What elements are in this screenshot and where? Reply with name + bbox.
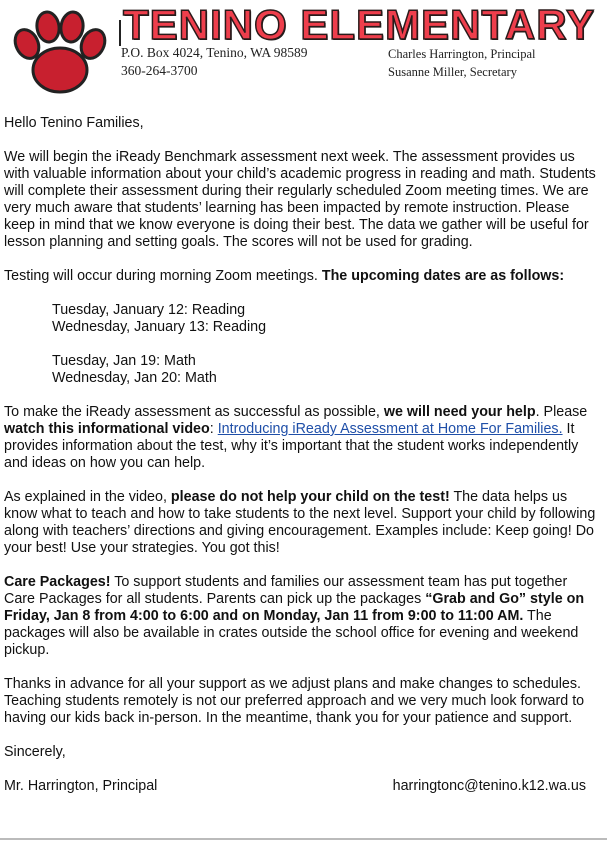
school-address: P.O. Box 4024, Tenino, WA 98589 — [121, 45, 308, 60]
signer-name: Mr. Harrington, Principal — [4, 778, 158, 794]
school-phone: 360-264-3700 — [121, 63, 198, 78]
paragraph-care-packages: Care Packages! To support students and families our assessment team has put together Care Packages for all students. Parents can pick up the packages “Grab and Go” style on Friday, Jan 8 from 4:00 to 6:00 and on Monday, Jan 11 from 9:00 to 11:00 AM. The packages will also be available in crates outside the school office for evening and weekend pickup. — [4, 574, 585, 658]
secretary-name: Susanne Miller, Secretary — [388, 65, 517, 79]
letter-body — [4, 115, 596, 795]
paragraph-video: To make the iReady assessment as successful as possible, we will need your help. Please watch this informational video: Introducing iReady Assessment at Home For Families. It provides information about the test, why it’s important that the student works independently and ideas on how you can help. — [4, 404, 588, 471]
contact-email: harringtonc@tenino.k12.wa.us — [392, 778, 586, 794]
date-item: Wednesday, January 13: Reading — [52, 319, 267, 335]
date-item: Tuesday, January 12: Reading — [52, 302, 246, 318]
greeting: Hello Tenino Families, — [4, 115, 144, 131]
paragraph-thanks: Thanks in advance for all your support as we adjust plans and make changes to schedules. Teaching students remotely is not our preferred approach and we very much look forward to having our kids back in-person. In the meantime, thank you for your patience and support. — [4, 676, 585, 726]
video-link[interactable]: Introducing iReady Assessment at Home For Families. — [217, 421, 563, 437]
closing: Sincerely, — [4, 744, 66, 760]
paragraph-no-help: As explained in the video, please do not help your child on the test! The data helps us know what to teach and how to take students to the next level. Support your child by following along with teachers’ directions and giving encouragement. Examples include: Keep going! Do your best! Use your strategies. You got this! — [4, 489, 596, 556]
paragraph-testing: Testing will occur during morning Zoom meetings. The upcoming dates are as follows: — [4, 268, 565, 284]
date-item: Wednesday, Jan 20: Math — [52, 370, 217, 386]
paragraph-intro: We will begin the iReady Benchmark assessment next week. The assessment provides us with valuable information about your child’s academic progress in reading and math. Students will complete their assessment during their regularly scheduled Zoom meeting times. We are very much aware that students’ learning has been impacted by remote instruction. Please keep in mind that we know everyone is doing their best. The data we gather will be useful for lesson planning and setting goals. The scores will not be used for grading. — [4, 149, 596, 250]
bottom-rule — [0, 838, 607, 840]
paw-print-icon — [10, 10, 110, 96]
principal-name: Charles Harrington, Principal — [388, 47, 536, 61]
title-divider — [119, 20, 121, 46]
date-item: Tuesday, Jan 19: Math — [52, 353, 196, 369]
letterhead — [0, 0, 607, 100]
school-name: TENINO ELEMENTARY — [123, 1, 596, 48]
signature-row — [4, 778, 596, 795]
